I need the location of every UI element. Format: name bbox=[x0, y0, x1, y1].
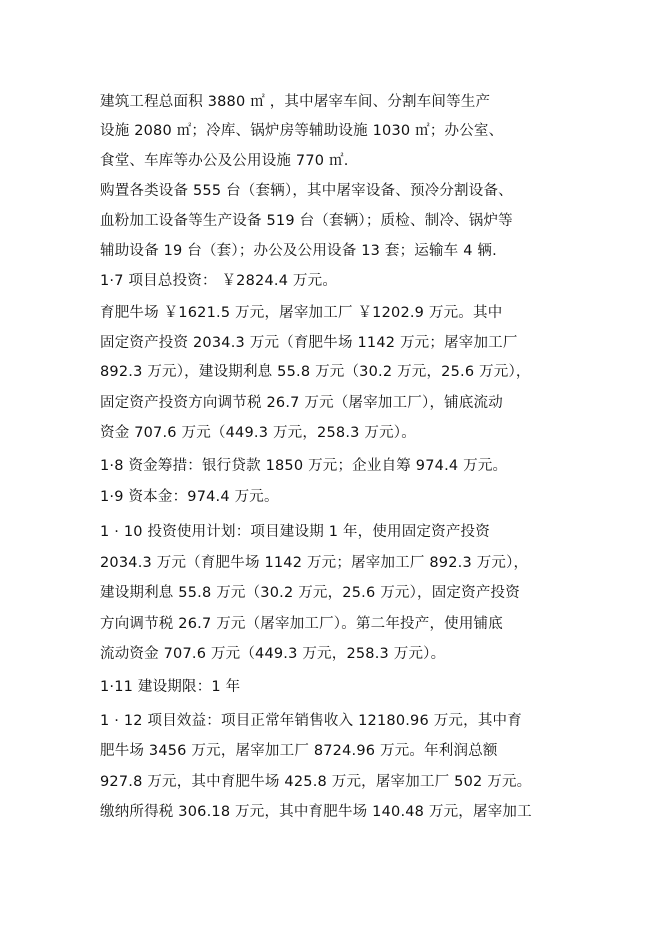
text-line-9: 固定资产投资 2034.3 万元（育肥牛场 1142 万元；屠宰加工厂 bbox=[100, 335, 518, 351]
section-1-9: 1·9 资本金：974.4 万元。 bbox=[100, 489, 279, 505]
text-line-22: 肥牛场 3456 万元，屠宰加工厂 8724.96 万元。年利润总额 bbox=[100, 743, 498, 759]
text-line-17: 建设期利息 55.8 万元（30.2 万元，25.6 万元），固定资产投资 bbox=[100, 585, 520, 601]
section-1-11: 1·11 建设期限：1 年 bbox=[100, 679, 241, 695]
text-line-16: 2034.3 万元（育肥牛场 1142 万元；屠宰加工厂 892.3 万元）， bbox=[100, 555, 529, 571]
text-line-1: 建筑工程总面积 3880 ㎡ ，其中屠宰车间、分割车间等生产 bbox=[100, 94, 491, 110]
section-1-8: 1·8 资金筹措：银行贷款 1850 万元；企业自筹 974.4 万元。 bbox=[100, 458, 508, 474]
text-line-10: 892.3 万元），建设期利息 55.8 万元（30.2 万元，25.6 万元）， bbox=[100, 364, 531, 380]
section-1-12: 1 · 12 项目效益：项目正常年销售收入 12180.96 万元，其中育 bbox=[100, 713, 522, 729]
text-line-19: 流动资金 707.6 万元（449.3 万元，258.3 万元）。 bbox=[100, 646, 446, 662]
text-line-12: 资金 707.6 万元（449.3 万元，258.3 万元）。 bbox=[100, 425, 416, 441]
text-line-4: 购置各类设备 555 台（套辆），其中屠宰设备、预冷分割设备、 bbox=[100, 183, 513, 199]
text-line-3: 食堂、车库等办公及公用设施 770 ㎡. bbox=[100, 153, 349, 169]
text-line-2: 设施 2080 ㎡；冷库、锅炉房等辅助设施 1030 ㎡；办公室、 bbox=[100, 123, 504, 139]
text-line-11: 固定资产投资方向调节税 26.7 万元（屠宰加工厂），铺底流动 bbox=[100, 395, 503, 411]
text-line-18: 方向调节税 26.7 万元（屠宰加工厂）。第二年投产，使用铺底 bbox=[100, 616, 503, 632]
text-line-8: 育肥牛场 ￥1621.5 万元，屠宰加工厂 ￥1202.9 万元。其中 bbox=[100, 305, 503, 321]
text-line-5: 血粉加工设备等生产设备 519 台（套辆）；质检、制冷、锅炉等 bbox=[100, 213, 513, 229]
text-line-24: 缴纳所得税 306.18 万元，其中育肥牛场 140.48 万元，屠宰加工 bbox=[100, 804, 532, 820]
text-line-23: 927.8 万元，其中育肥牛场 425.8 万元，屠宰加工厂 502 万元。 bbox=[100, 774, 532, 790]
section-1-7: 1·7 项目总投资： ￥2824.4 万元。 bbox=[100, 273, 338, 289]
section-1-10: 1 · 10 投资使用计划：项目建设期 1 年，使用固定资产投资 bbox=[100, 524, 490, 540]
text-line-6: 辅助设备 19 台（套）；办公及公用设备 13 套；运输车 4 辆. bbox=[100, 243, 497, 259]
